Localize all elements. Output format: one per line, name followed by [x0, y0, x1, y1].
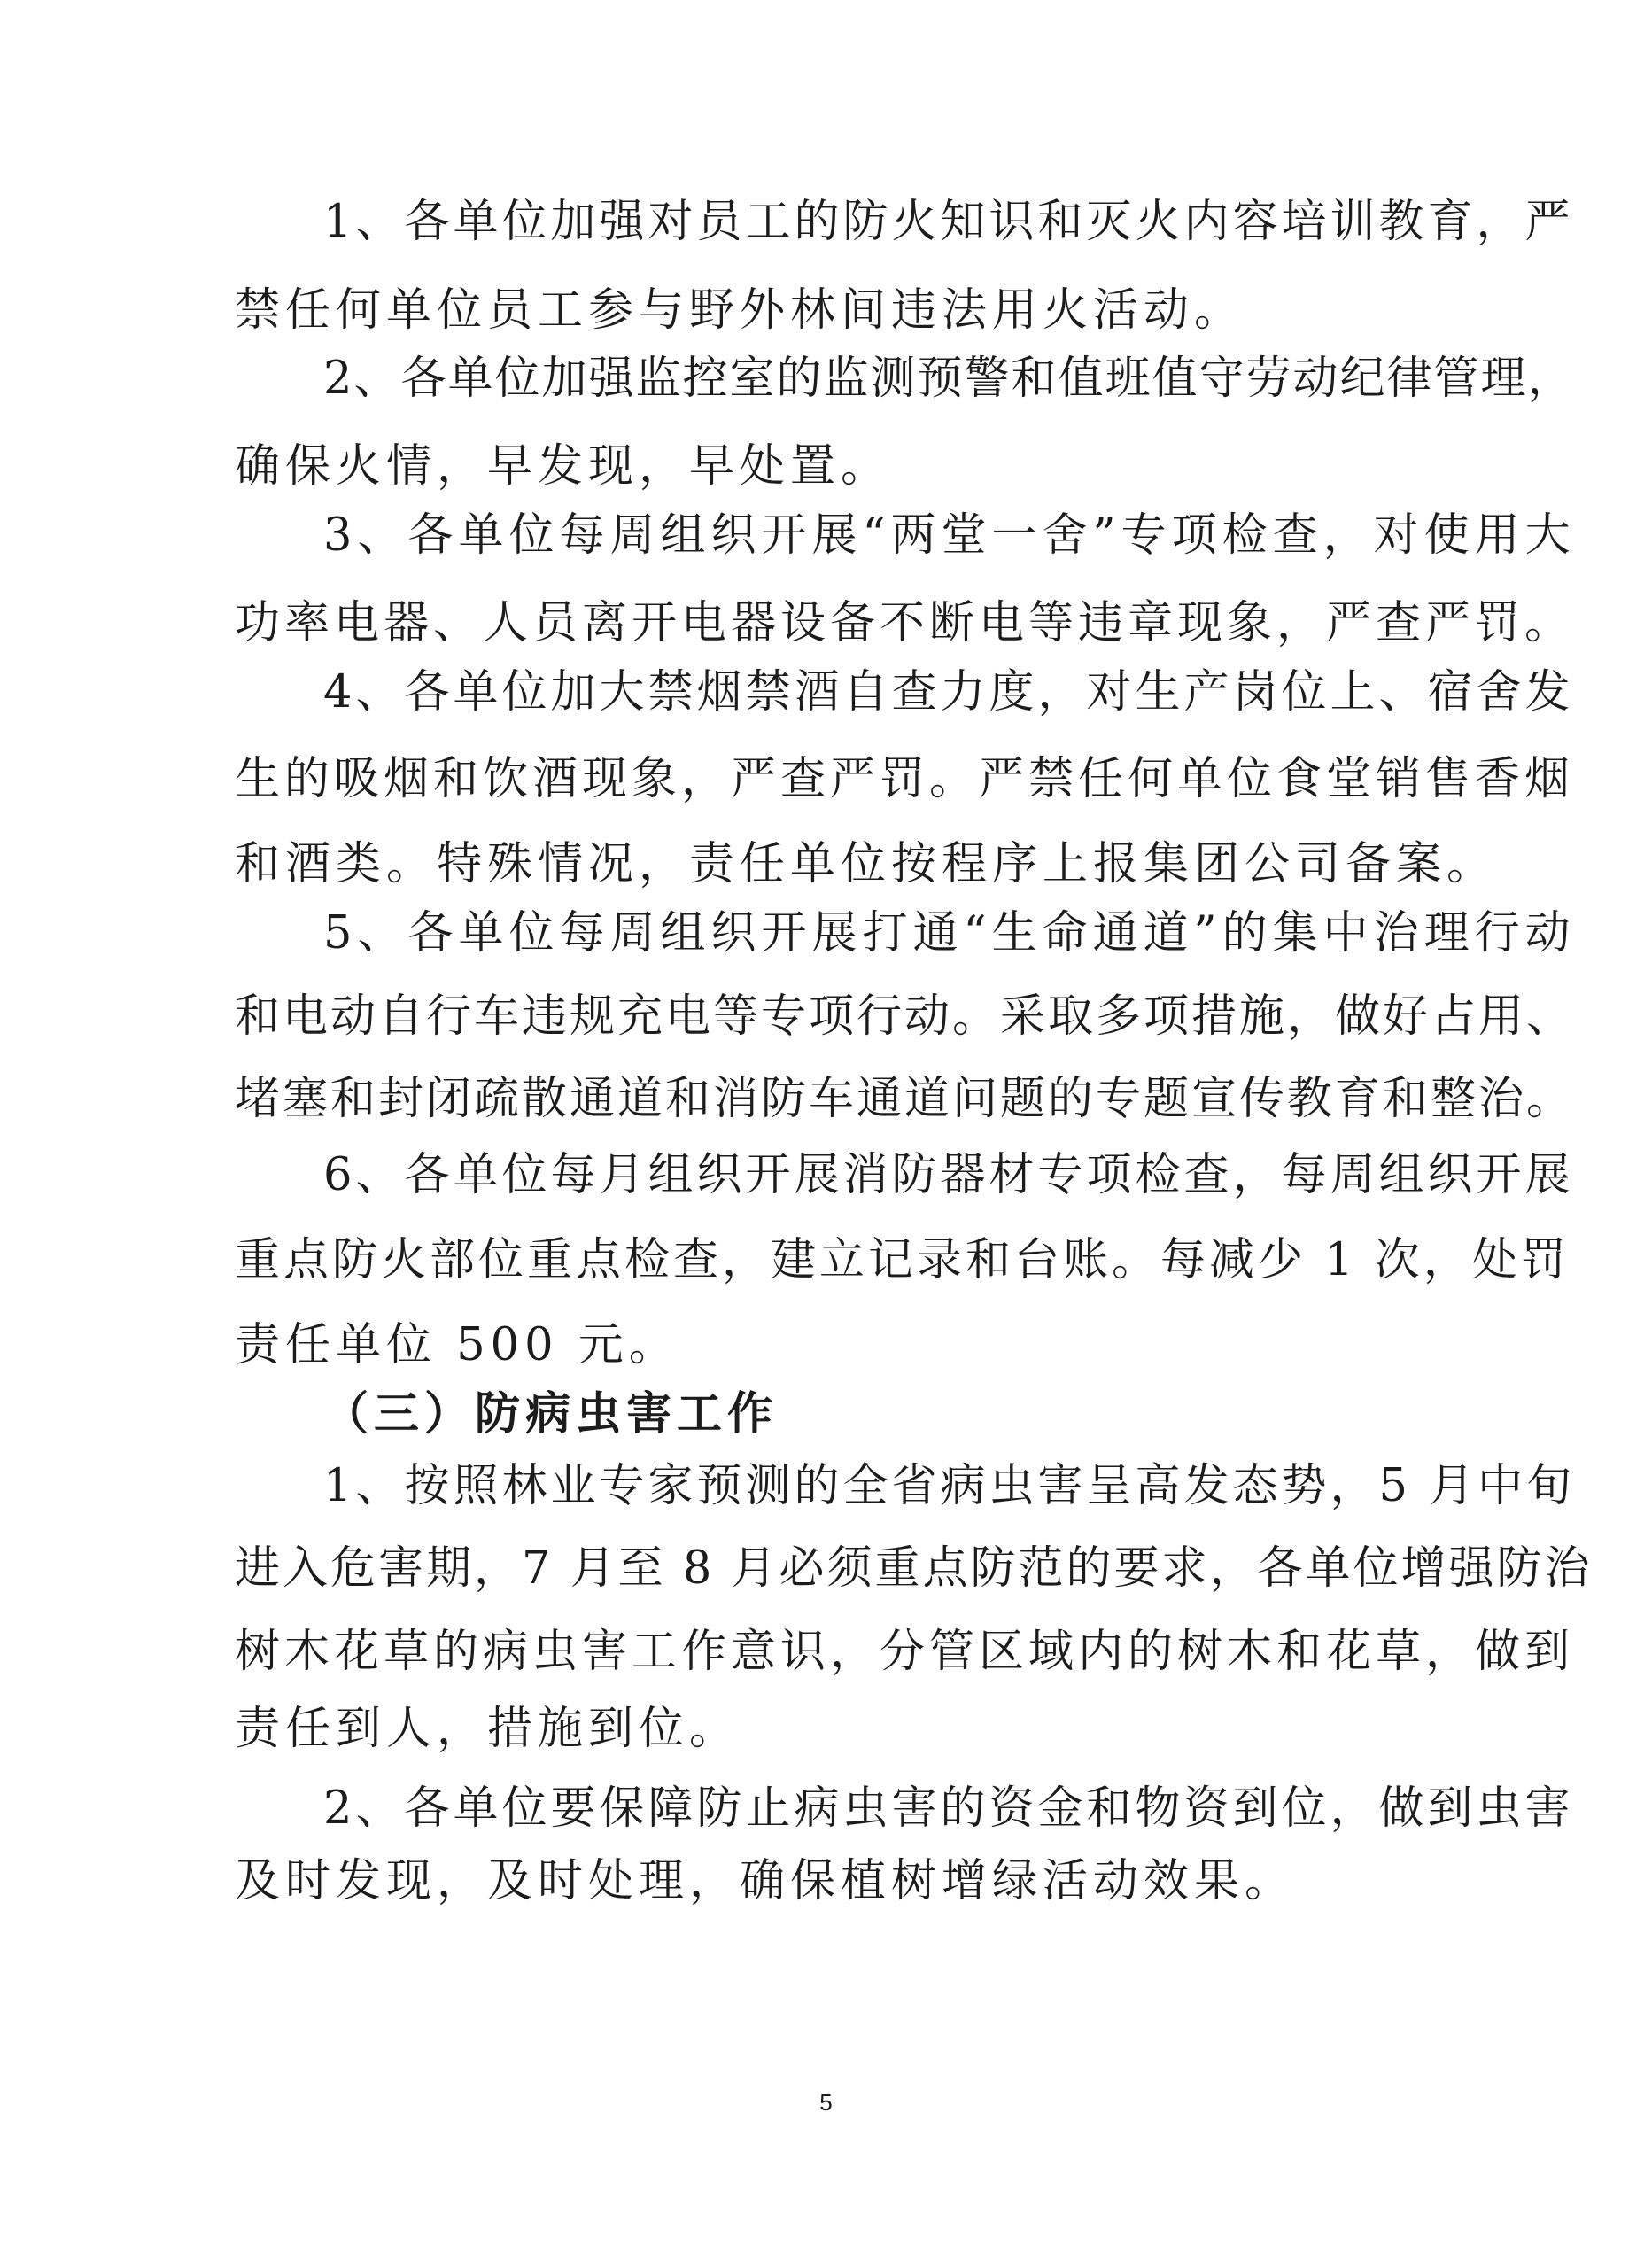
fire-item-4-line-2: 生的吸烟和饮酒现象，严查严罚。严禁任何单位食堂销售香烟 [235, 753, 1575, 805]
fire-item-3-line-1: 3、各单位每周组织开展“两堂一舍”专项检查，对使用大 [323, 509, 1576, 562]
pest-item-2-line-2: 及时发现，及时处理，确保植树增绿活动效果。 [235, 1855, 1296, 1907]
fire-item-6-line-3: 责任单位 500 元。 [235, 1319, 679, 1371]
pest-item-1-line-3: 树木花草的病虫害工作意识，分管区域内的树木和花草，做到 [235, 1626, 1575, 1678]
fire-item-1-line-1: 1、各单位加强对员工的防火知识和灭火内容培训教育，严 [323, 196, 1574, 248]
fire-item-6-line-2: 重点防火部位重点检查，建立记录和台账。每减少 1 次，处罚 [235, 1234, 1570, 1286]
pest-item-1-line-2: 进入危害期，7 月至 8 月必须重点防范的要求，各单位增强防治 [235, 1542, 1593, 1595]
fire-item-5-line-3: 堵塞和封闭疏散通道和消防车通道问题的专题宣传教育和整治。 [235, 1073, 1575, 1125]
fire-item-4-line-1: 4、各单位加大禁烟禁酒自查力度，对生产岗位上、宿舍发 [323, 666, 1574, 718]
pest-item-2-line-1: 2、各单位要保障防止病虫害的资金和物资到位，做到虫害 [323, 1783, 1574, 1835]
fire-item-2-line-2: 确保火情，早发现，早处置。 [235, 440, 892, 493]
pest-item-1-line-1: 1、按照林业专家预测的全省病虫害呈高发态势，5 月中旬 [323, 1460, 1576, 1512]
fire-item-4-line-3: 和酒类。特殊情况，责任单位按程序上报集团公司备案。 [235, 838, 1498, 890]
fire-item-6-line-1: 6、各单位每月组织开展消防器材专项检查，每周组织开展 [323, 1149, 1574, 1201]
page-number: 5 [819, 2089, 833, 2116]
fire-item-1-line-2: 禁任何单位员工参与野外林间违法用火活动。 [235, 284, 1245, 337]
fire-item-3-line-2: 功率电器、人员离开电器设备不断电等违章现象，严查严罚。 [235, 597, 1575, 649]
fire-item-5-line-2: 和电动自行车违规充电等专项行动。采取多项措施，做好占用、 [235, 990, 1575, 1043]
section-heading-pest: （三）防病虫害工作 [323, 1388, 779, 1441]
pest-item-1-line-4: 责任到人，措施到位。 [235, 1703, 741, 1755]
fire-item-5-line-1: 5、各单位每周组织开展打通“生命通道”的集中治理行动 [323, 907, 1576, 959]
fire-item-2-line-1: 2、各单位加强监控室的监测预警和值班值守劳动纪律管理， [323, 353, 1575, 405]
